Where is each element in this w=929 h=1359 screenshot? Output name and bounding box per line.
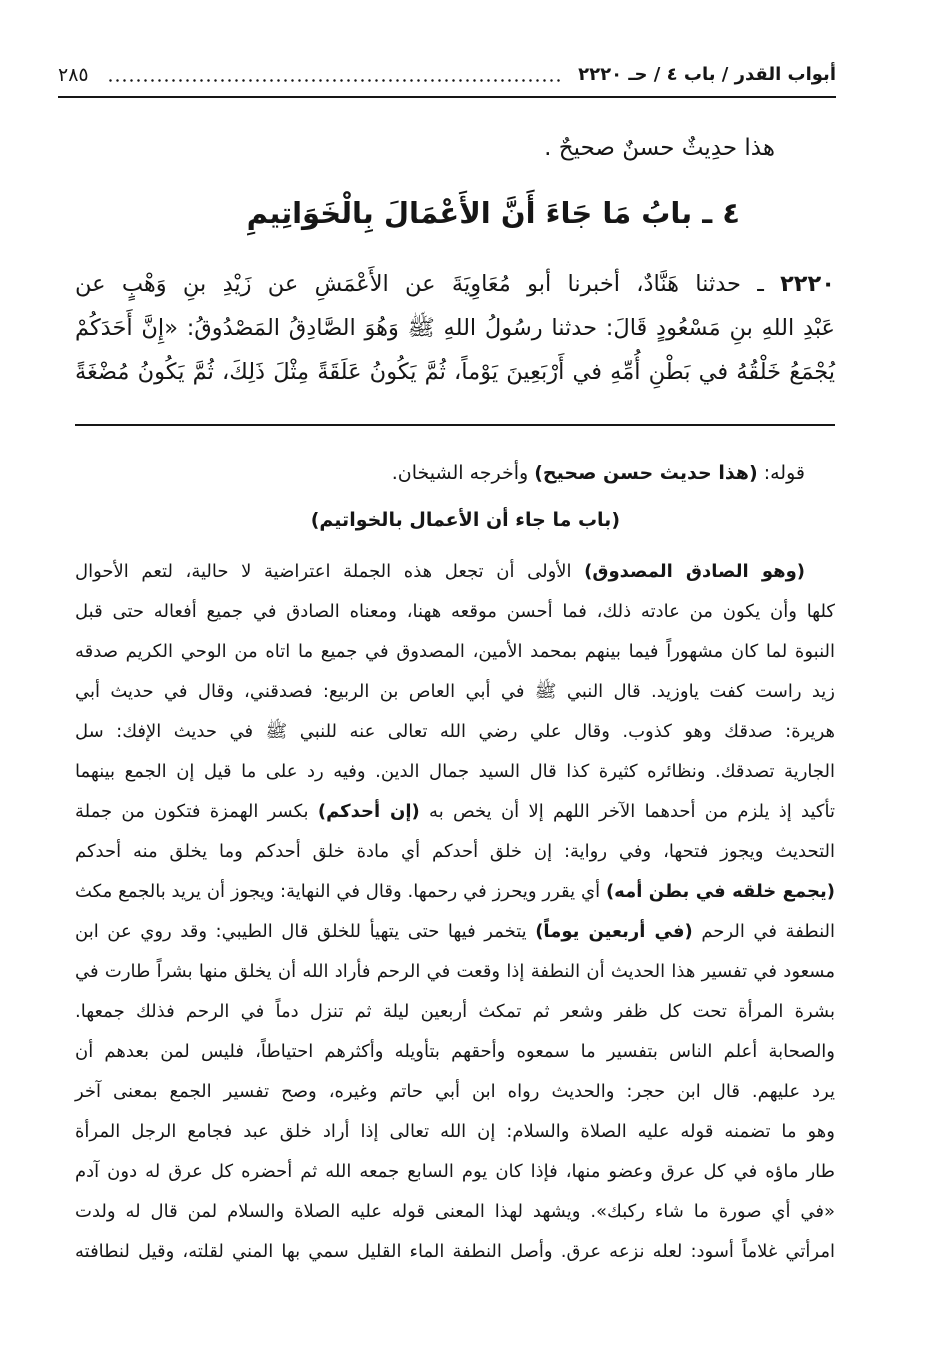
commentary-line xyxy=(75,792,835,832)
bold-phrase: (وهو الصادق المصدوق) xyxy=(584,561,805,582)
bold-phrase: (إن أحدكم) xyxy=(317,801,420,822)
text-run: النطفة في الرحم xyxy=(692,921,835,942)
text-run: امرأتي غلاماً أسود: لعله نزعه عرق. وأصل النطفة الماء القليل سمي بها المني لقلته، وقيل لنطافته xyxy=(75,1241,835,1262)
commentary-line xyxy=(75,1192,835,1232)
page-number: ٢٨٥ xyxy=(58,64,89,86)
text-run: قوله: xyxy=(757,462,805,484)
commentary-intro xyxy=(392,452,805,494)
text-run: وهو ما تضمنه قوله عليه الصلاة والسلام: إن الله تعالى إذا أراد خلق عبد فجامع الرجل المرأة xyxy=(75,1121,835,1142)
commentary-line xyxy=(75,712,835,752)
commentary-line xyxy=(75,952,835,992)
text-run: يرد عليهم. قال ابن حجر: والحديث رواه ابن أبي حاتم وغيره، وصح تفسير الجمع بمعنى آخر xyxy=(75,1081,835,1102)
section-divider xyxy=(75,424,835,426)
commentary-line xyxy=(75,1032,835,1072)
text-run: أي يقرر ويحرز في رحمها. وقال في النهاية: ويجوز أن يريد بالجمع مكث xyxy=(75,881,606,902)
bold-phrase: ٢٢٢٠ xyxy=(780,271,835,297)
commentary-body xyxy=(75,552,835,1272)
text-run: التحديث ويجوز فتحها، وفي رواية: إن خلق أحدكم أي مادة خلق أحدكم وما يخلق منه أحدكم xyxy=(75,841,835,862)
hadith-line xyxy=(75,306,835,350)
text-run: هريرة: صدقك وهو كذوب. وقال علي رضي الله تعالى عنه للنبي ﷺ في حديث الإفك: سل xyxy=(75,721,835,742)
commentary-line xyxy=(75,752,835,792)
text-run: بشرة المرأة تحت كل ظفر وشعر ثم تمكث أربعين ليلة ثم تنزل دماً في الرحم فذلك جمعها. xyxy=(75,1001,835,1022)
hadith-block xyxy=(75,262,835,394)
commentary-line xyxy=(75,1152,835,1192)
text-run: الأولى أن تجعل هذه الجملة اعتراضية لا حالية، لتعم الأحوال xyxy=(75,561,585,582)
text-run: يُجْمَعُ خَلْقُهُ في بَطْنِ أُمِّهِ في أَرْبَعِينَ يَوْماً، ثُمَّ يَكُونُ عَلَقَةً مِثْلَ ذَلِكَ، ثُمَّ يَكُونُ مُضْغَةً xyxy=(75,359,835,385)
commentary-line xyxy=(75,992,835,1032)
commentary-line xyxy=(75,672,835,712)
text-run: الجارية تصدقك. ونظائره كثيرة كذا قال السيد جمال الدين. وفيه رد على ما قيل إن الجمع بينهما xyxy=(75,761,835,782)
commentary-line xyxy=(75,872,835,912)
commentary-chapter-ref: (باب ما جاء أن الأعمال بالخواتيم) xyxy=(310,509,620,531)
header-rule xyxy=(58,96,836,98)
text-run: مسعود في تفسير هذا الحديث أن النطفة إذا وقعت في الرحم فأراد الله أن يخلق منها بشراً طارت في xyxy=(75,961,835,982)
bold-phrase: (في أربعين يوماً) xyxy=(535,921,693,942)
commentary-line xyxy=(75,592,835,632)
text-run: النبوة لما كان مشهوراً فيما بينهم بمحمد الأمين، المصدوق في جميع ما اتاه من الوحي الكريم صدقه xyxy=(75,641,835,662)
commentary-line xyxy=(75,1072,835,1112)
text-run: زيد راست كفت ياوزيد. قال النبي ﷺ في أبي العاص بن الربيع: فصدقني، وقال في حديث أبي xyxy=(75,681,835,702)
text-run: وأخرجه الشيخان. xyxy=(391,462,535,484)
text-run: بكسر الهمزة فتكون من جملة xyxy=(75,801,318,822)
hadith-line xyxy=(75,262,835,306)
running-title: أبواب القدر / باب ٤ / حـ ٢٢٢٠ xyxy=(578,64,836,85)
text-run: يتخمر فيها حتى يتهيأ للخلق قال الطيبي: وقد روي عن ابن xyxy=(75,921,536,942)
text-run: كلها وأن يكون من عادته ذلك، فما أحسن موقعه ههنا، ومعناه الصادق في جميع أفعاله حتى قبل xyxy=(75,601,835,622)
bold-phrase: (هذا حديث حسن صحيح) xyxy=(534,462,758,484)
commentary-line xyxy=(75,632,835,672)
text-run: «في أي صورة ما شاء ركبك». ويشهد لهذا المعنى قوله عليه الصلاة والسلام لمن قال له ولدت xyxy=(75,1201,835,1222)
text-run: تأكيد إذ يلزم من أحدهما الآخر اللهم إلا أن يخص به xyxy=(419,801,835,822)
verdict-line: هذا حدِيثٌ حسنٌ صحيحٌ . xyxy=(544,135,775,161)
commentary-line xyxy=(75,1112,835,1152)
chapter-heading: ٤ ـ بابُ مَا جَاءَ أَنَّ الأَعْمَالَ بِالْخَوَاتِيمِ xyxy=(246,196,740,230)
bold-phrase: (يجمع خلقه في بطن أمه) xyxy=(605,881,836,902)
commentary-line xyxy=(75,552,835,592)
dot-leader xyxy=(107,79,561,82)
commentary-line xyxy=(75,912,835,952)
commentary-intro-line xyxy=(392,452,805,494)
hadith-line xyxy=(75,350,835,394)
commentary-line xyxy=(75,1232,835,1272)
text-run: طار ماؤه في كل عرق وعضو منها، فإذا كان يوم السابع جمعه الله ثم أحضره كل عرق له دون آدم xyxy=(75,1161,835,1182)
commentary-line xyxy=(75,832,835,872)
text-run: والصحابة أعلم الناس بتفسير ما سمعوه وأحقهم بتأويله وأكثرهم احتياطاً، فليس لمن بعدهم أن xyxy=(75,1041,835,1062)
text-run: عَبْدِ اللهِ بنِ مَسْعُودٍ قَالَ: حدثنا رسُولُ اللهِ ﷺ وَهُوَ الصَّادِقُ المَصْدُوقُ: «إِنَّ أَحَدَكُمْ xyxy=(75,315,835,341)
running-header xyxy=(58,58,836,92)
text-run: ـ حدثنا هَنَّادٌ، أخبرنا أبو مُعَاوِيَةَ عن الأَعْمَشِ عن زَيْدِ بنِ وَهْبٍ عن xyxy=(75,271,781,297)
